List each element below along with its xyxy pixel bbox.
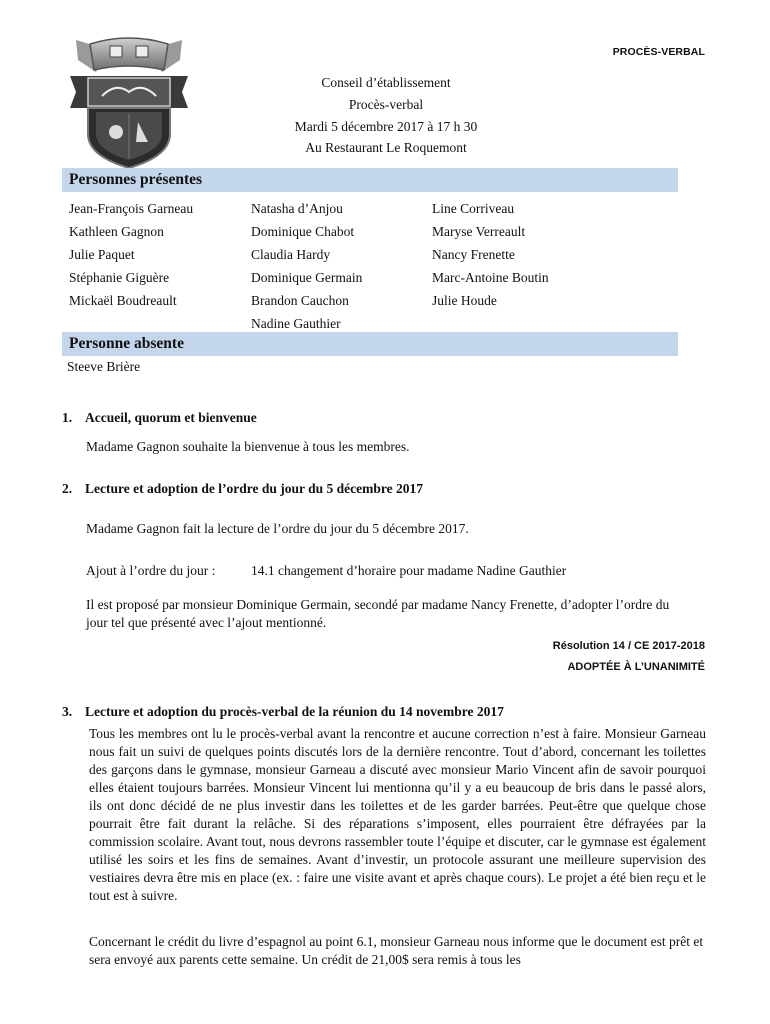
item-3-text-2: Concernant le crédit du livre d’espagnol au point 6.1, monsieur Garneau nous informe que le document est prêt et sera envoyé aux parents cette semaine. Un crédit de 21,00$ sera remis à tous les	[89, 934, 704, 967]
attendee-name: Kathleen Gagnon	[69, 224, 164, 239]
item-title: Lecture et adoption de l’ordre du jour du 5 décembre 2017	[85, 481, 423, 496]
resolution-status: ADOPTÉE À L’UNANIMITÉ	[567, 661, 705, 673]
attendee-name: Maryse Verreault	[432, 224, 526, 239]
attendee-name: Jean-François Garneau	[69, 201, 194, 216]
attendee-name: Nadine Gauthier	[251, 316, 341, 331]
item-2-text-2: Il est proposé par monsieur Dominique Germain, secondé par madame Nancy Frenette, d’adopter l’ordre du jour tel que présenté avec l’ajout mentionné.	[86, 597, 670, 630]
present-column-1	[69, 197, 193, 312]
absent-name: Steeve Brière	[67, 359, 141, 374]
document-title: Procès-verbal	[348, 96, 424, 112]
item-number: 1.	[62, 410, 73, 425]
attendee-name: Dominique Chabot	[251, 224, 355, 239]
attendee-name: Dominique Germain	[251, 270, 363, 285]
meeting-date: Mardi 5 décembre 2017 à 17 h 30	[294, 118, 478, 134]
meeting-location: Au Restaurant Le Roquemont	[305, 140, 467, 156]
school-crest-icon	[66, 30, 192, 170]
attendee-name: Brandon Cauchon	[251, 293, 349, 308]
attendee-name: Stéphanie Giguère	[69, 270, 170, 285]
item-1-text: Madame Gagnon souhaite la bienvenue à tous les membres.	[86, 439, 410, 454]
attendee-name: Claudia Hardy	[251, 247, 331, 262]
item-title: Lecture et adoption du procès-verbal de la réunion du 14 novembre 2017	[85, 704, 504, 719]
attendee-name: Marc-Antoine Boutin	[432, 270, 549, 285]
resolution-number: Résolution 14 / CE 2017-2018	[552, 640, 705, 652]
attendee-name: Julie Houde	[432, 293, 497, 308]
attendee-name: Line Corriveau	[432, 201, 515, 216]
item-number: 2.	[62, 481, 73, 496]
item-title: Accueil, quorum et bienvenue	[85, 410, 257, 425]
attendee-name: Julie Paquet	[69, 247, 135, 262]
agenda-addition-label: Ajout à l’ordre du jour :	[86, 563, 216, 578]
attendee-name: Mickaël Boudreault	[69, 293, 177, 308]
agenda-item-3-heading	[62, 704, 504, 720]
document-type-label: PROCÈS-VERBAL	[612, 46, 705, 58]
present-column-3	[432, 197, 549, 312]
agenda-addition-value: 14.1 changement d’horaire pour madame Nadine Gauthier	[251, 563, 567, 578]
council-name: Conseil d’établissement	[321, 75, 451, 90]
item-3-text-1: Tous les membres ont lu le procès-verbal avant la rencontre et aucune correction n’est à faire. Monsieur Garneau nous fait un suivi de quelques points discutés lors de la dernière rencontre. Tout d’abord, concernant les toilettes des garçons dans le gymnase, monsieur Garneau a discuté avec monsieur Mario Vincent afin de savoir pourquoi elles étaient toujours barrées. Monsieur Vincent lui mentionna qu’il y a eu beaucoup de bris dans le passé alors, ils ont donc décidé de ne plus investir dans les toilettes et de les garder barrées. Peut-être que quelque chose pourrait être fait durant la relâche. Si des réparations s’imposent, elles pourraient être défrayées par la commission scolaire. Avant tout, nous devrons rassembler toute l’équipe et discuter, car le gymnase est également utilisé les soirs et les fins de semaines. Avant d’investir, un protocole assurant une meilleure supervision des vestiaires devra être mis en place (ex. : faire une visite avant et après chaque cours). Le projet a été bien reçu et le tout est à suivre.	[89, 726, 706, 903]
item-number: 3.	[62, 704, 73, 719]
attendee-name: Nancy Frenette	[432, 247, 515, 262]
present-column-2	[251, 197, 362, 335]
agenda-item-2-heading	[62, 481, 423, 497]
absent-heading: Personne absente	[62, 332, 678, 356]
present-heading: Personnes présentes	[62, 168, 678, 192]
resolution-block	[553, 636, 705, 678]
attendee-name: Natasha d’Anjou	[251, 201, 343, 216]
meeting-title-block	[236, 72, 536, 159]
agenda-item-1-heading	[62, 410, 257, 426]
item-2-text-1: Madame Gagnon fait la lecture de l’ordre du jour du 5 décembre 2017.	[86, 521, 469, 536]
